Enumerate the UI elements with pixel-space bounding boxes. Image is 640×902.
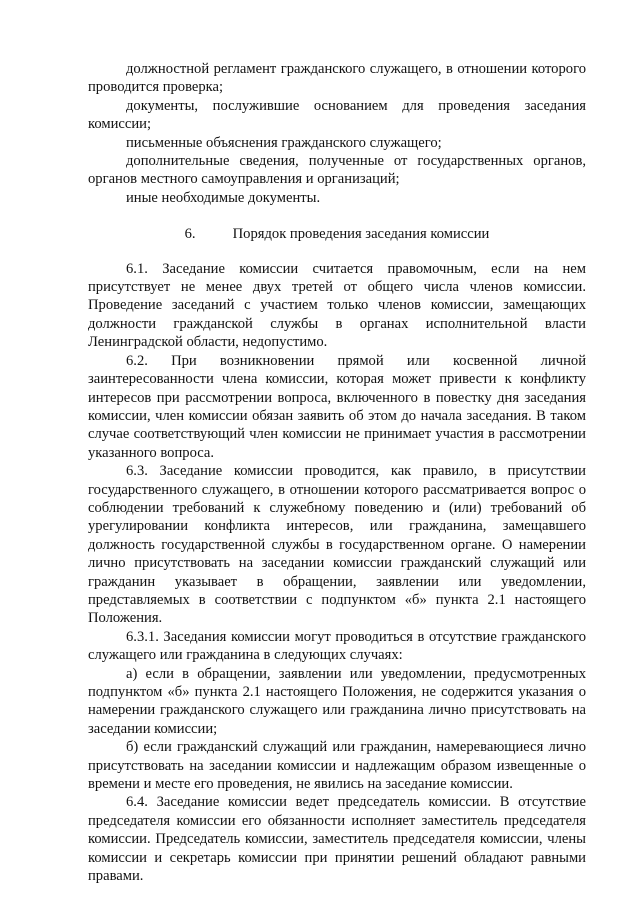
list-item: иные необходимые документы. [126, 189, 321, 206]
list-item: документы, послужившие основанием для проведения заседания комиссии; [88, 97, 586, 133]
paragraph-6-3-1: 6.3.1. Заседания комиссии могут проводиться в отсутствие гражданского служащего или гражданина в следующих случаях: [88, 628, 586, 664]
paragraph-6-1: 6.1. Заседание комиссии считается правомочным, если на нем присутствует не менее двух третей от общего числа членов комиссии. Проведение заседаний с участием только членов комиссии, замещающих должности гражданской службы в органах исполнительной власти Ленинградской области, недопустимо. [88, 260, 586, 351]
paragraph-6-2: 6.2. При возникновении прямой или косвенной личной заинтересованности члена комиссии, которая может привести к конфликту интересов при рассмотрении вопроса, включенного в повестку дня заседания комиссии, член комиссии обязан заявить об этом до начала заседания. В таком случае соответствующий член комиссии не принимает участия в рассмотрении указанного вопроса. [88, 352, 586, 461]
list-item: дополнительные сведения, полученные от государственных органов, органов местного самоуправления и организаций; [88, 153, 586, 188]
document-page [88, 60, 586, 885]
paragraph-6-3-1-a: а) если в обращении, заявлении или уведомлении, предусмотренных подпунктом «б» пункта 2.1 настоящего Положения, не содержится указания о намерении гражданского служащего или гражданина лично присутствовать на заседании комиссии; [88, 665, 586, 737]
section-heading [88, 225, 586, 243]
paragraph-6-3: 6.3. Заседание комиссии проводится, как правило, в присутствии государственного служащего, в отношении которого рассматривается вопрос о соблюдении требований к служебному поведению и (или) требований об урегулировании конфликта интересов, или гражданина, замещавшего должность государственной службы в государственном органе. О намерении лично присутствовать на заседании комиссии гражданский служащий или гражданин указывает в обращении, заявлении или уведомлении, представляемых в соответствии с подпунктом «б» пункта 2.1 настоящего Положения. [88, 463, 586, 627]
section-number: 6. [184, 226, 196, 243]
paragraph-6-4: 6.4. Заседание комиссии ведет председатель комиссии. В отсутствие председателя комиссии его обязанности исполняет заместитель председателя комиссии. Председатель комиссии, заместитель председателя комиссии, члены комиссии и секретарь комиссии при принятии решений обладают равными правами. [88, 794, 586, 885]
list-item: должностной регламент гражданского служащего, в отношении которого проводится проверка; [88, 61, 586, 96]
section-title: Порядок проведения заседания комиссии [232, 226, 490, 243]
paragraph-6-3-1-b: б) если гражданский служащий или гражданин, намеревающиеся лично присутствовать на заседании комиссии и надлежащим образом извещенные о времени и месте его проведения, не явились на заседание комиссии. [88, 739, 586, 793]
list-item: письменные объяснения гражданского служащего; [126, 134, 442, 151]
